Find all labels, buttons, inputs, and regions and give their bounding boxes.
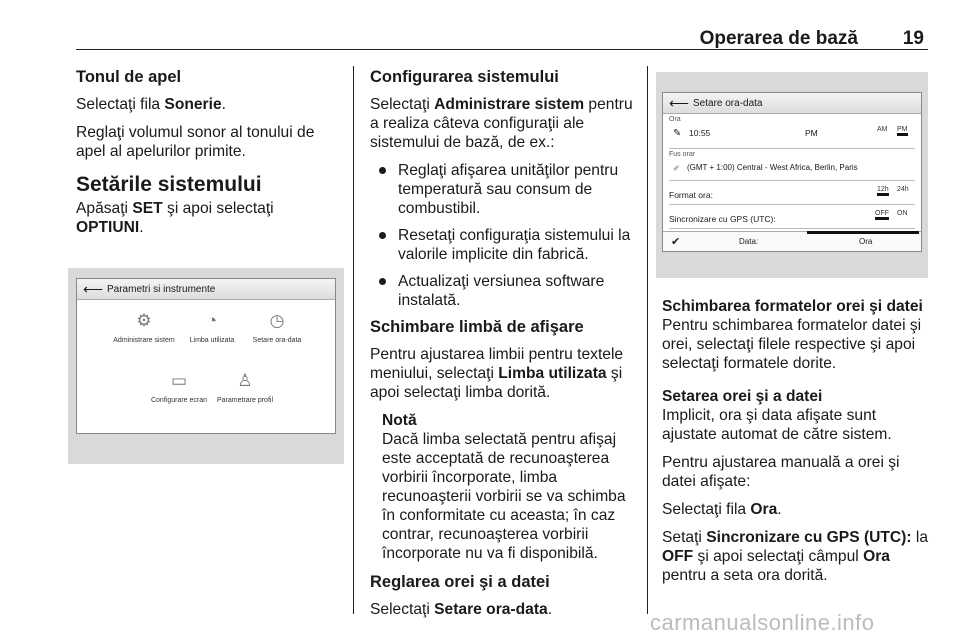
section-heading: Schimbarea formatelor orei şi datei bbox=[662, 298, 923, 315]
tab-ora[interactable]: Ora bbox=[859, 237, 873, 246]
back-arrow-icon[interactable]: ⟵ bbox=[83, 281, 104, 297]
note-box bbox=[382, 411, 636, 563]
column-divider bbox=[647, 66, 648, 614]
section-heading: Setările sistemului bbox=[76, 173, 262, 196]
note-title: Notă bbox=[382, 412, 417, 429]
row-fus-orar[interactable]: Fus orar ✐ (GMT + 1:00) Central - West Africa, Berlin, Paris bbox=[669, 151, 915, 181]
right-column bbox=[662, 297, 930, 594]
screen-titlebar bbox=[77, 279, 335, 300]
watermark: carmanualsonline.info bbox=[650, 610, 875, 635]
gears-icon: ⚙ bbox=[136, 311, 152, 330]
display-screen bbox=[662, 92, 922, 252]
paragraph: Setaţi Sincronizare cu GPS (UTC): la OFF şi apoi selectaţi câmpul Ora pentru a seta ora dorită. bbox=[662, 529, 929, 584]
page-header bbox=[76, 26, 928, 50]
screen-tabbar bbox=[663, 231, 921, 251]
toggle-12h[interactable]: 12h bbox=[877, 186, 889, 196]
screen-titlebar bbox=[663, 93, 921, 114]
paragraph: Pentru ajustarea limbii pentru textele meniului, selectaţi Limba utilizata şi apoi selectaţi limba dorită. bbox=[370, 346, 624, 401]
paragraph: Implicit, ora şi data afişate sunt ajustate automat de către sistem. bbox=[662, 407, 892, 443]
menu-item-ecran[interactable]: ▭ Configurare ecran bbox=[139, 371, 219, 405]
toggle-off[interactable]: OFF bbox=[875, 210, 889, 220]
screen-title: Setare ora-data bbox=[693, 98, 763, 109]
row-ora[interactable]: Ora ✎ 10:55 PM AM PM bbox=[669, 116, 915, 149]
toggle-pm[interactable]: PM bbox=[897, 126, 908, 136]
active-tab-indicator bbox=[807, 231, 919, 234]
page-title: Operarea de bază bbox=[699, 28, 858, 49]
section-heading: Tonul de apel bbox=[76, 68, 182, 86]
bullet-item: Reglaţi afişarea unităţilor pentru temperatură sau consum de combustibil. bbox=[376, 161, 636, 218]
paragraph: Apăsaţi SET şi apoi selectaţi OPTIUNI. bbox=[76, 200, 274, 236]
bullet-item: Actualizaţi versiunea software instalată. bbox=[376, 272, 636, 310]
checkmark-icon[interactable]: ✔ bbox=[671, 236, 681, 248]
paragraph: Selectaţi Setare ora-data. bbox=[370, 601, 553, 618]
menu-item-admin[interactable]: ⚙ Administrare sistem bbox=[109, 311, 179, 345]
menu-item-limba[interactable]: ◔ Limba utilizata bbox=[177, 311, 247, 345]
section-heading: Schimbare limbă de afişare bbox=[370, 318, 584, 336]
bullet-item: Resetaţi configuraţia sistemului la valorile implicite din fabrică. bbox=[376, 226, 636, 264]
back-arrow-icon[interactable]: ⟵ bbox=[669, 95, 690, 111]
profile-icon: ♙ bbox=[237, 371, 253, 390]
tab-data[interactable]: Data: bbox=[739, 237, 759, 246]
section-heading: Configurarea sistemului bbox=[370, 68, 559, 86]
paragraph: Selectaţi fila Ora. bbox=[662, 501, 782, 518]
middle-column bbox=[370, 68, 636, 628]
language-icon: ◔ bbox=[206, 311, 218, 330]
paragraph: Pentru schimbarea formatelor datei şi orei, selectaţi filele respective şi apoi selectaţi formatele dorite. bbox=[662, 317, 922, 372]
paragraph: Pentru ajustarea manuală a orei şi datei afişate: bbox=[662, 454, 900, 490]
display-icon: ▭ bbox=[170, 371, 188, 390]
toggle-on[interactable]: ON bbox=[897, 210, 908, 217]
toggle-am[interactable]: AM bbox=[877, 126, 888, 133]
menu-item-ora[interactable]: ◷ Setare ora-data bbox=[237, 311, 317, 345]
screenshot-parametri bbox=[68, 268, 344, 464]
clock-icon: ◷ bbox=[269, 311, 285, 330]
section-heading: Setarea orei şi a datei bbox=[662, 388, 823, 405]
row-format-ora[interactable]: Format ora: 12h 24h bbox=[669, 183, 915, 205]
column-divider bbox=[353, 66, 354, 614]
screenshot-ora-data bbox=[656, 72, 928, 278]
menu-item-profil[interactable]: ♙ Parametrare profil bbox=[205, 371, 285, 405]
note-text: Dacă limba selectată pentru afişaj este acceptată de recunoaşterea vorbirii încorporate, limba recunoaşterii vorbirii se va schimba în conformitate cu aceasta; în caz contrar, recunoaşterea vorbirii încorporate nu va fi disponibilă. bbox=[382, 431, 626, 562]
edit-icon: ✎ bbox=[673, 128, 682, 139]
section-heading: Reglarea orei şi a datei bbox=[370, 573, 550, 591]
row-sincronizare[interactable]: Sincronizare cu GPS (UTC): OFF ON bbox=[669, 207, 915, 229]
toggle-24h[interactable]: 24h bbox=[897, 186, 909, 193]
page-number: 19 bbox=[902, 28, 924, 49]
display-screen bbox=[76, 278, 336, 434]
bullet-list bbox=[376, 161, 636, 310]
screen-title: Parametri si instrumente bbox=[107, 284, 216, 295]
paragraph: Reglaţi volumul sonor al tonului de apel al apelurilor primite. bbox=[76, 124, 315, 160]
paragraph: Selectaţi Administrare sistem pentru a realiza câteva configuraţii ale sistemului de bază, de ex.: bbox=[370, 96, 633, 151]
left-column bbox=[76, 68, 342, 246]
paragraph: Selectaţi fila Sonerie. bbox=[76, 96, 226, 113]
pencil-icon: ✐ bbox=[673, 164, 680, 173]
